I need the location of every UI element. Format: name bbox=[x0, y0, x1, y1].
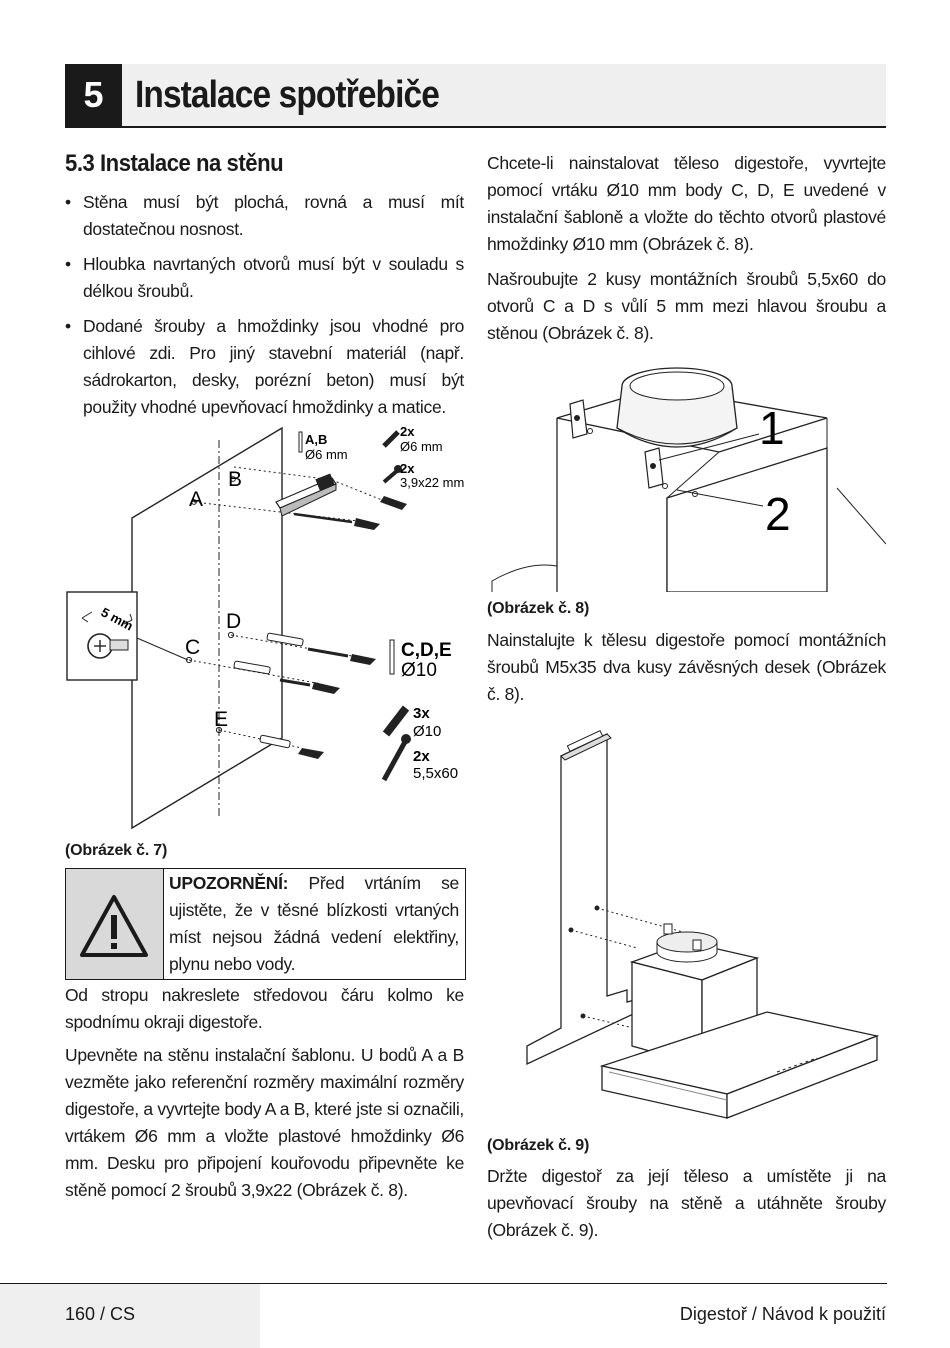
warning-body: Před vrtáním se ujistěte, že v těsné blízkosti vrtaných míst nejsou žádná vedení elektřiny, plynu nebo vody. bbox=[169, 873, 459, 974]
legend-screws55-qty: 2x bbox=[413, 748, 430, 765]
arrow-icon bbox=[354, 518, 380, 530]
figure-7-wall-template-drawing bbox=[62, 418, 472, 830]
legend-screws-qty: 2x bbox=[400, 461, 415, 476]
arrow-icon bbox=[350, 654, 376, 665]
legend-anchors-qty: 2x bbox=[400, 424, 415, 439]
legend-anchors-size: Ø6 mm bbox=[400, 439, 443, 454]
warning-message bbox=[169, 870, 459, 978]
screw-icon bbox=[384, 734, 411, 780]
point-label-c: C bbox=[185, 636, 201, 659]
instruction-paragraph: Upevněte na stěnu instalační šablonu. U bodů A a B vezměte jako referenční rozměry maximální rozměry digestoře, a vyvrtejte body A a B, které jste si označili, vrtákem Ø6 mm a vložte plastové hmoždinky Ø6 mm. Desku pro připojení kouřovodu připevněte ke stěně pomocí 2 šroubů 3,9x22 (Obrázek č. 8). bbox=[65, 1045, 464, 1200]
point-label-b: B bbox=[228, 468, 243, 491]
legend-anchors10-qty: 3x bbox=[413, 705, 430, 722]
figure-9-hood-mounting-drawing bbox=[487, 716, 886, 1124]
list-item: • Dodané šrouby a hmoždinky jsou vhodné pro cihlové zdi. Pro jiný stavební materiál (např. sádrokarton, desky, porézní beton) musí být použity vhodné upevňovací hmoždinky a matice. bbox=[65, 313, 464, 421]
point-label-e: E bbox=[214, 708, 229, 731]
instruction-paragraph: Nainstalujte k tělesu digestoře pomocí montážních šroubů M5x35 dva kusy závěsných desek (Obrázek č. 8). bbox=[487, 630, 886, 704]
legend-screws55-size: 5,5x60 bbox=[413, 765, 459, 782]
legend-anchors10-size: Ø10 bbox=[413, 723, 442, 740]
callout-2: 2 bbox=[765, 488, 791, 540]
figure-9-caption: (Obrázek č. 9) bbox=[487, 1137, 590, 1154]
page-number: 160 / CS bbox=[65, 1304, 136, 1324]
warning-triangle-icon bbox=[66, 869, 163, 979]
footer-divider bbox=[0, 1283, 887, 1284]
warning-label: UPOZORNĚNÍ: bbox=[169, 873, 289, 893]
arrow-icon bbox=[312, 682, 340, 694]
legend-ab-size: Ø6 mm bbox=[305, 447, 348, 462]
chapter-header bbox=[65, 64, 886, 128]
warning-box bbox=[65, 868, 466, 980]
figure-7-caption: (Obrázek č. 7) bbox=[65, 842, 168, 859]
anchor-icon bbox=[386, 708, 406, 734]
list-item: • Hloubka navrtaných otvorů musí být v souladu s délkou šroubů. bbox=[65, 251, 464, 305]
legend-screws-size: 3,9x22 mm bbox=[400, 475, 465, 490]
wall-template-panel bbox=[132, 428, 282, 828]
mounting-bracket bbox=[276, 473, 336, 516]
point-label-d: D bbox=[226, 610, 242, 633]
exhaust-collar bbox=[617, 368, 737, 447]
plug-icon bbox=[390, 640, 394, 674]
callout-1: 1 bbox=[759, 402, 785, 454]
legend-cde-size: Ø10 bbox=[401, 660, 437, 681]
requirements-list bbox=[65, 189, 464, 429]
clearance-label: 5 mm bbox=[98, 604, 136, 634]
document-title: Digestoř / Návod k použití bbox=[679, 1304, 886, 1324]
figure-8-caption: (Obrázek č. 8) bbox=[487, 600, 590, 617]
point-label-a: A bbox=[189, 488, 204, 511]
legend-cde-title: C,D,E bbox=[401, 640, 452, 661]
figure-8-hood-body-drawing bbox=[487, 356, 886, 592]
section-title: 5.3 Instalace na stěnu bbox=[65, 150, 284, 177]
hanging-plate bbox=[645, 448, 663, 488]
list-item: • Stěna musí být plochá, rovná a musí mít dostatečnou nosnost. bbox=[65, 189, 464, 243]
instruction-paragraph: Držte digestoř za její těleso a umístěte ji na upevňovací šrouby na stěně a utáhněte šrouby (Obrázek č. 9). bbox=[487, 1166, 886, 1240]
instruction-paragraph: Od stropu nakreslete středovou čáru kolmo ke spodnímu okraji digestoře. bbox=[65, 985, 464, 1032]
hanging-plate bbox=[570, 400, 587, 438]
chapter-number: 5 bbox=[65, 64, 122, 126]
chapter-title: Instalace spotřebiče bbox=[135, 74, 439, 116]
legend-ab-title: A,B bbox=[305, 432, 328, 447]
instruction-paragraph: Chcete-li nainstalovat těleso digestoře, vyvrtejte pomocí vrtáku Ø10 mm body C, D, E uvedené v instalační šabloně a vložte do těchto otvorů plastové hmoždinky Ø10 mm (Obrázek č. 8). bbox=[487, 153, 886, 254]
plug-icon bbox=[299, 432, 302, 452]
arrow-icon bbox=[380, 496, 407, 510]
arrow-icon bbox=[298, 748, 324, 759]
anchor-icon bbox=[384, 432, 398, 446]
instruction-paragraph: Našroubujte 2 kusy montážních šroubů 5,5x60 do otvorů C a D s vůlí 5 mm mezi hlavou šroubu a stěnou (Obrázek č. 8). bbox=[487, 269, 886, 343]
